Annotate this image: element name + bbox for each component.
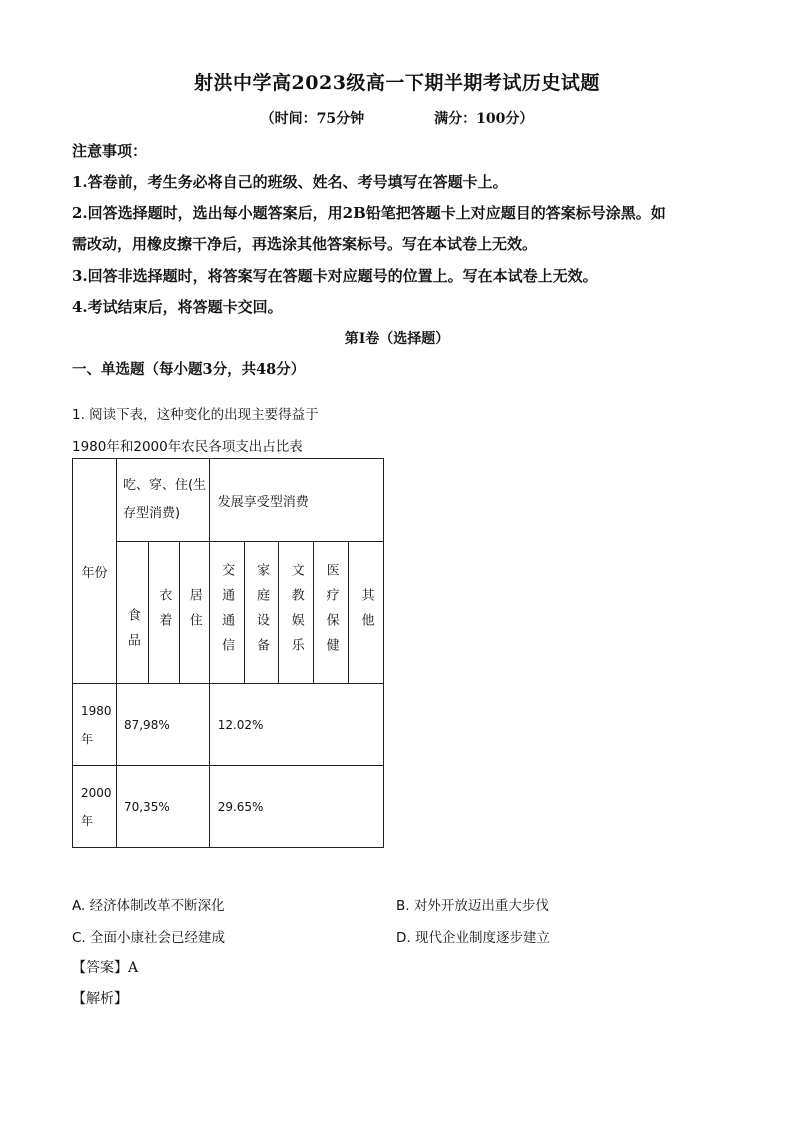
note-item-4: 4.考试结束后，将答题卡交回。 (72, 298, 283, 316)
option-d: D. 现代企业制度逐步建立 (396, 930, 550, 946)
section-heading: 一、单选题（每小题3分，共48分） (72, 361, 306, 378)
row-survival-value: 70,35% (116, 766, 209, 848)
expenditure-table (72, 458, 384, 848)
row-development-value: 12.02% (209, 684, 383, 766)
option-b: B. 对外开放迈出重大步伐 (396, 898, 549, 914)
table-row (73, 684, 384, 766)
table-caption: 1980年和2000年农民各项支出占比表 (72, 439, 303, 455)
option-a: A. 经济体制改革不断深化 (72, 898, 225, 914)
header-survival (116, 459, 209, 542)
header-year: 年份 (73, 459, 117, 684)
notes-heading: 注意事项： (72, 142, 148, 160)
table-row (73, 766, 384, 848)
volume-heading: 第Ⅰ卷（选择题） (344, 331, 450, 347)
row-development-value: 29.65% (209, 766, 383, 848)
row-survival-value: 87,98% (116, 684, 209, 766)
header-education: 文教娱乐 (279, 542, 314, 684)
header-other: 其他 (349, 542, 384, 684)
note-item-2-cont: 需改动，用橡皮擦干净后，再选涂其他答案标号。写在本试卷上无效。 (72, 235, 538, 253)
exam-subtitle (0, 108, 794, 128)
header-development: 发展享受型消费 (209, 459, 383, 542)
note-item-1: 1.答卷前，考生务必将自己的班级、姓名、考号填写在答题卡上。 (72, 173, 508, 191)
question-stem: 1. 阅读下表，这种变化的出现主要得益于 (72, 407, 319, 423)
header-medical: 医疗保健 (314, 542, 349, 684)
header-housing: 居住 (179, 542, 209, 684)
note-item-3: 3.回答非选择题时，将答案写在答题卡对应题号的位置上。写在本试卷上无效。 (72, 267, 598, 285)
answer-line (72, 957, 138, 977)
row-year: 1980 年 (73, 684, 117, 766)
header-survival-line1: 吃、穿、住(生 (122, 478, 207, 493)
header-food: 食品 (116, 542, 148, 684)
answer-label: 【答案】 (72, 960, 128, 976)
header-survival-line2: 存型消费) (122, 506, 181, 521)
exam-title: 射洪中学高2023级高一下期半期考试历史试题 (194, 72, 600, 94)
option-c: C. 全面小康社会已经建成 (72, 930, 226, 946)
header-household: 家庭设备 (244, 542, 279, 684)
header-transport: 交通通信 (209, 542, 244, 684)
header-clothing: 衣着 (148, 542, 179, 684)
exam-time: （时间：75分钟 (260, 111, 365, 127)
exam-score: 满分：100分） (434, 111, 534, 127)
note-item-2: 2.回答选择题时，选出每小题答案后，用2B铅笔把答题卡上对应题目的答案标号涂黑。如 (72, 204, 666, 222)
analysis-label: 【解析】 (72, 991, 128, 1007)
answer-value: A (128, 960, 139, 976)
row-year: 2000 年 (73, 766, 117, 848)
